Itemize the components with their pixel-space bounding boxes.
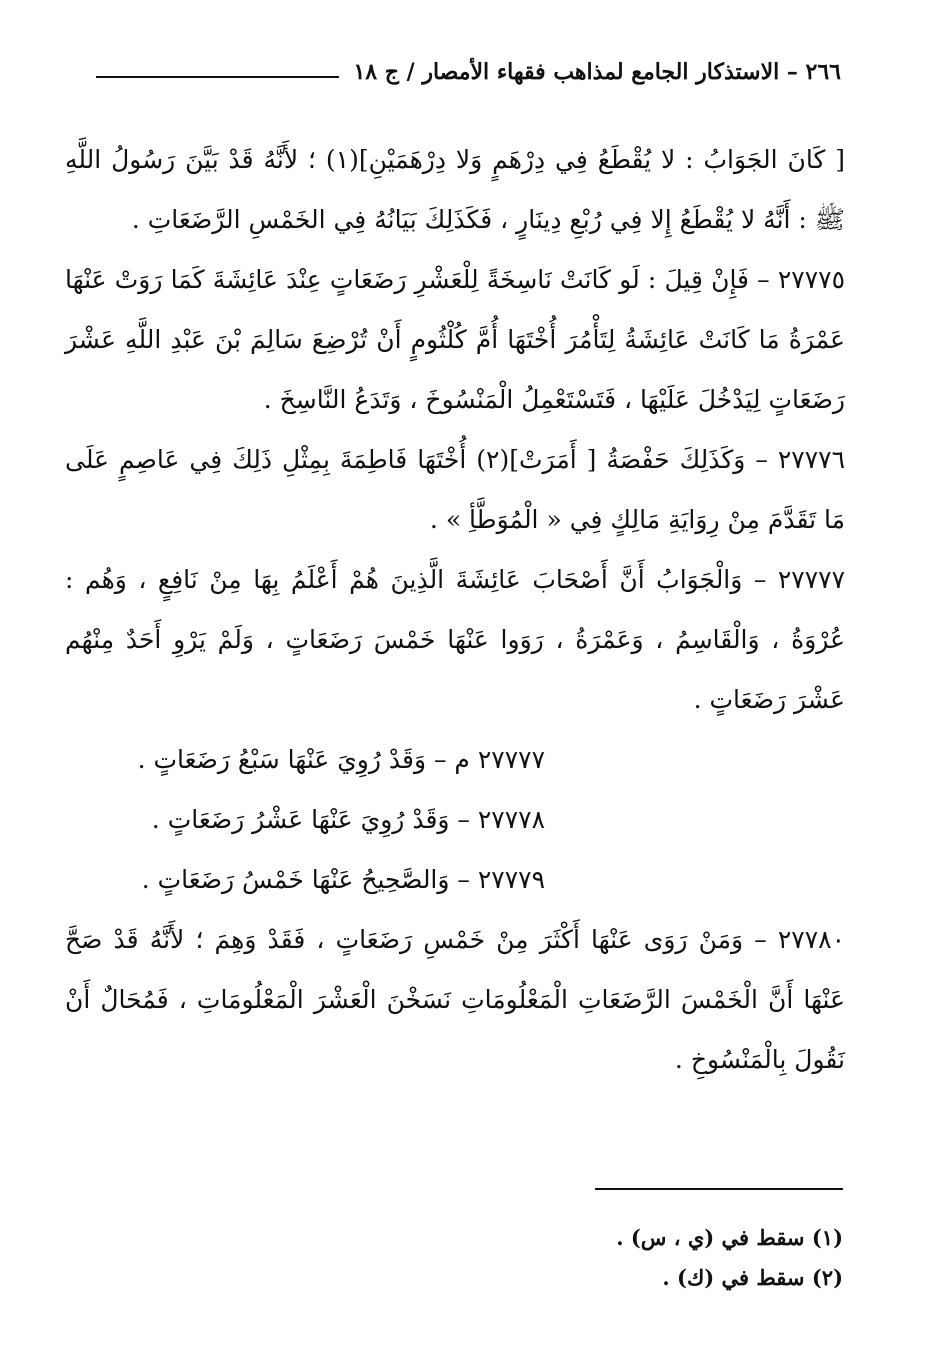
- paragraph: ٢٧٧٧٨ – وَقَدْ رُوِيَ عَنْهَا عَشْرُ رَضَعَاتٍ .: [151, 805, 545, 834]
- footnote-divider: [595, 1188, 843, 1190]
- paragraph: ٢٧٧٧٦ – وَكَذَلِكَ حَفْصَةُ [ أَمَرَتْ](٢) أُخْتَهَا فَاطِمَةَ بِمِثْلِ ذَلِكَ فِي عَاصِمٍ عَلَى مَا تَقَدَّمَ مِنْ رِوَايَةِ مَالِكٍ فِي « الْمُوَطَّأِ » .: [65, 445, 845, 534]
- paragraph: ٢٧٧٧٧ – وَالْجَوَابُ أَنَّ أَصْحَابَ عَائِشَةَ الَّذِينَ هُمْ أَعْلَمُ بِهَا مِنْ نَافِعٍ ، وَهُم : عُرْوَةُ ، وَالْقَاسِمُ ، وَعَمْرَةُ ، رَوَوا عَنْهَا خَمْسَ رَضَعَاتٍ ، وَلَمْ يَرْوِ أَحَدٌ مِنْهُم عَشْرَ رَضَعَاتٍ .: [65, 565, 845, 714]
- main-text: [65, 130, 845, 1090]
- paragraph: ٢٧٧٧٥ – فَإِنْ قِيلَ : لَو كَانَتْ نَاسِخَةً لِلْعَشْرِ رَضَعَاتٍ عِنْدَ عَائِشَةَ كَمَا رَوَتْ عَنْهَا عَمْرَةُ مَا كَانَتْ عَائِشَةُ لِتَأْمُرَ أُخْتَهَا أُمَّ كُلْثُومٍ أَنْ تُرْضِعَ سَالِمَ بْنَ عَبْدِ اللَّهِ عَشْرَ رَضَعَاتٍ لِيَدْخُلَ عَلَيْهَا ، فَتَسْتَعْمِلُ الْمَنْسُوخَ ، وَتَدَعُ النَّاسِخَ .: [65, 265, 845, 414]
- paragraph: [ كَانَ الجَوَابُ : لا يُقْطَعُ فِي دِرْهَمٍ وَلا دِرْهَمَيْنِ](١) ؛ لأَنَّهُ قَدْ بَيَّنَ رَسُولُ اللَّهِ ﷺ : أَنَّهُ لا يُقْطَعُ إِلا فِي رُبْعِ دِينَارٍ ، فَكَذَلِكَ بَيَانُهُ فِي الخَمْسِ الرَّضَعَاتِ .: [65, 145, 845, 234]
- footnote: (٢) سقط في (ك) .: [662, 1265, 843, 1290]
- header-title: ٢٦٦ – الاستذكار الجامع لمذاهب فقهاء الأمصار / ج ١٨: [353, 59, 841, 85]
- header-rule: [96, 76, 339, 78]
- footnote: (١) سقط في (ي ، س) .: [616, 1225, 843, 1250]
- running-header: [96, 52, 841, 92]
- footnotes: [343, 1218, 843, 1298]
- paragraph: ٢٧٧٧٧ م – وَقَدْ رُوِيَ عَنْهَا سَبْعُ رَضَعَاتٍ .: [137, 745, 545, 774]
- paragraph: ٢٧٧٨٠ – وَمَنْ رَوَى عَنْهَا أَكْثَرَ مِنْ خَمْسِ رَضَعَاتٍ ، فَقَدْ وَهِمَ ؛ لأَنَّهُ قَدْ صَحَّ عَنْهَا أَنَّ الْخَمْسَ الرَّضَعَاتِ الْمَعْلُومَاتِ نَسَخْنَ الْعَشْرَ الْمَعْلُومَاتِ ، فَمُحَالٌ أَنْ نَقُولَ بِالْمَنْسُوخِ .: [65, 925, 845, 1074]
- paragraph: ٢٧٧٧٩ – وَالصَّحِيحُ عَنْهَا خَمْسُ رَضَعَاتٍ .: [141, 865, 545, 894]
